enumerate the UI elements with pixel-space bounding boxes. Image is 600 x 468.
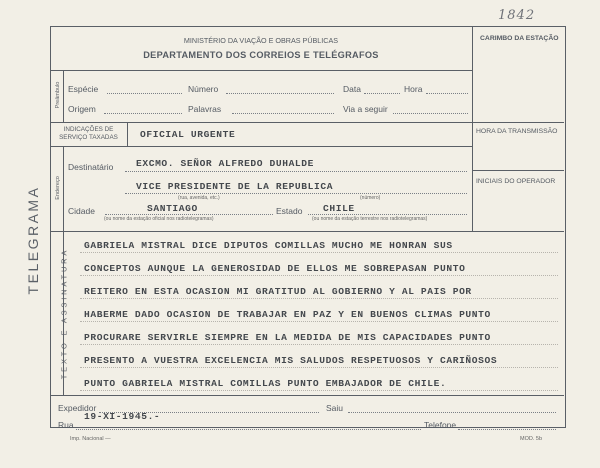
via-label: Via a seguir [343, 104, 388, 114]
divider-hora-transmissao-bottom [472, 170, 564, 171]
especie-label: Espécie [68, 84, 99, 94]
hora-transmissao-label: HORA DA TRANSMISSÃO [476, 128, 558, 135]
modelo-label: MOD. 5b [520, 436, 543, 442]
numero-field[interactable] [226, 93, 334, 94]
department-title: DEPARTAMENTO DOS CORREIOS E TELÉGRAFOS [143, 50, 379, 60]
indicacoes-label-line2: SERVIÇO TAXADAS [59, 134, 118, 141]
destinatario-line2: VICE PRESIDENTE DE LA REPUBLICA [136, 181, 334, 192]
estado-field[interactable] [308, 214, 467, 215]
hora-label: Hora [404, 84, 423, 94]
side-title: TELEGRAMA [25, 185, 41, 295]
endereco-field[interactable] [125, 193, 467, 194]
texto-line-2: CONCEPTOS AUNQUE LA GENEROSIDAD DE ELLOS ME SOBREPASAN PUNTO [84, 263, 466, 274]
hint-cidade: (ou nome da estação oficial nos radiotelegramas) [104, 216, 214, 222]
origem-label: Origem [68, 104, 96, 114]
texto-rule-7 [80, 390, 558, 391]
endereco-vertical-label: Endereço [55, 176, 61, 200]
palavras-field[interactable] [232, 113, 334, 114]
hint-rua: (rua, avenida, etc.) [178, 195, 220, 201]
telefone-field[interactable] [458, 429, 556, 430]
texto-line-5: PROCURARE SERVIRLE SIEMPRE EN LA MEDIDA DE MIS CAPACIDADES PUNTO [84, 332, 491, 343]
cidade-field[interactable] [105, 214, 273, 215]
texto-line-6: PRESENTO A VUESTRA EXCELENCIA MIS SALUDOS RESPETUOSOS Y CARIÑOSOS [84, 355, 498, 366]
estado-label: Estado [276, 206, 303, 216]
texto-rule-4 [80, 321, 558, 322]
preambulo-vertical-label: Preâmbulo [55, 81, 61, 109]
texto-rule-3 [80, 298, 558, 299]
especie-field[interactable] [107, 93, 182, 94]
texto-line-7: PUNTO GABRIELA MISTRAL COMILLAS PUNTO EMBAJADOR DE CHILE. [84, 378, 447, 389]
divider-indicacoes-bottom [50, 146, 472, 147]
destinatario-field[interactable] [125, 171, 467, 172]
indicacoes-label-line1: INDICAÇÕES DE [63, 126, 114, 133]
imprensa-label: Imp. Nacional — [70, 436, 111, 442]
data-label: Data [343, 84, 361, 94]
texto-line-3: REITERO EN ESTA OCASION MI GRATITUD AL GOBIERNO Y AL PAIS POR [84, 286, 472, 297]
handwritten-number: 1842 [498, 8, 536, 23]
cidade-label: Cidade [68, 206, 95, 216]
cidade-value: SANTIAGO [147, 203, 198, 214]
texto-line-1: GABRIELA MISTRAL DICE DIPUTOS COMILLAS MUCHO ME HONRAN SUS [84, 240, 453, 251]
indicacoes-value: OFICIAL URGENTE [140, 129, 236, 140]
divider-header-bottom [50, 70, 472, 71]
estado-value: CHILE [323, 203, 355, 214]
texto-rule-1 [80, 252, 558, 253]
carimbo-label: CARIMBO DA ESTAÇÃO [480, 35, 559, 42]
via-field[interactable] [393, 113, 468, 114]
texto-rule-2 [80, 275, 558, 276]
texto-line-4: HABERME DADO OCASION DE TRABAJAR EN PAZ Y EN BUENOS CLIMAS PUNTO [84, 309, 491, 320]
iniciais-operador-label: INICIAIS DO OPERADOR [476, 178, 556, 185]
data-field[interactable] [364, 93, 400, 94]
expedidor-date: 19-XI-1945.- [84, 411, 161, 422]
destinatario-line1: EXCMO. SEÑOR ALFREDO DUHALDE [136, 158, 315, 169]
hint-estado: (ou nome da estação terrestre nos radiotelegramas) [312, 216, 428, 222]
origem-field[interactable] [104, 113, 182, 114]
saiu-label: Saiu [326, 403, 344, 413]
expedidor-label: Expedidor [58, 403, 97, 413]
palavras-label: Palavras [188, 104, 222, 114]
hint-numero: (número) [360, 195, 381, 201]
texto-vertical-label: TEXTO E ASSINATURA [59, 247, 69, 380]
numero-label: Número [188, 84, 219, 94]
hora-field[interactable] [426, 93, 468, 94]
texto-rule-6 [80, 367, 558, 368]
divider-endereco-bottom [50, 231, 564, 232]
rua-label: Rua [58, 420, 74, 430]
saiu-field[interactable] [348, 412, 556, 413]
ministry-title: MINISTÉRIO DA VIAÇÃO E OBRAS PÚBLICAS [183, 36, 339, 45]
divider-texto-bottom [50, 395, 564, 396]
destinatario-label: Destinatário [68, 162, 114, 172]
divider-left-column [63, 70, 64, 122]
divider-endereco-left [63, 146, 64, 231]
divider-indicacoes-vertical [127, 122, 128, 146]
telefone-label: Telefone [424, 420, 457, 430]
texto-rule-5 [80, 344, 558, 345]
divider-top-right-vertical [472, 26, 473, 231]
rua-field[interactable] [76, 429, 421, 430]
